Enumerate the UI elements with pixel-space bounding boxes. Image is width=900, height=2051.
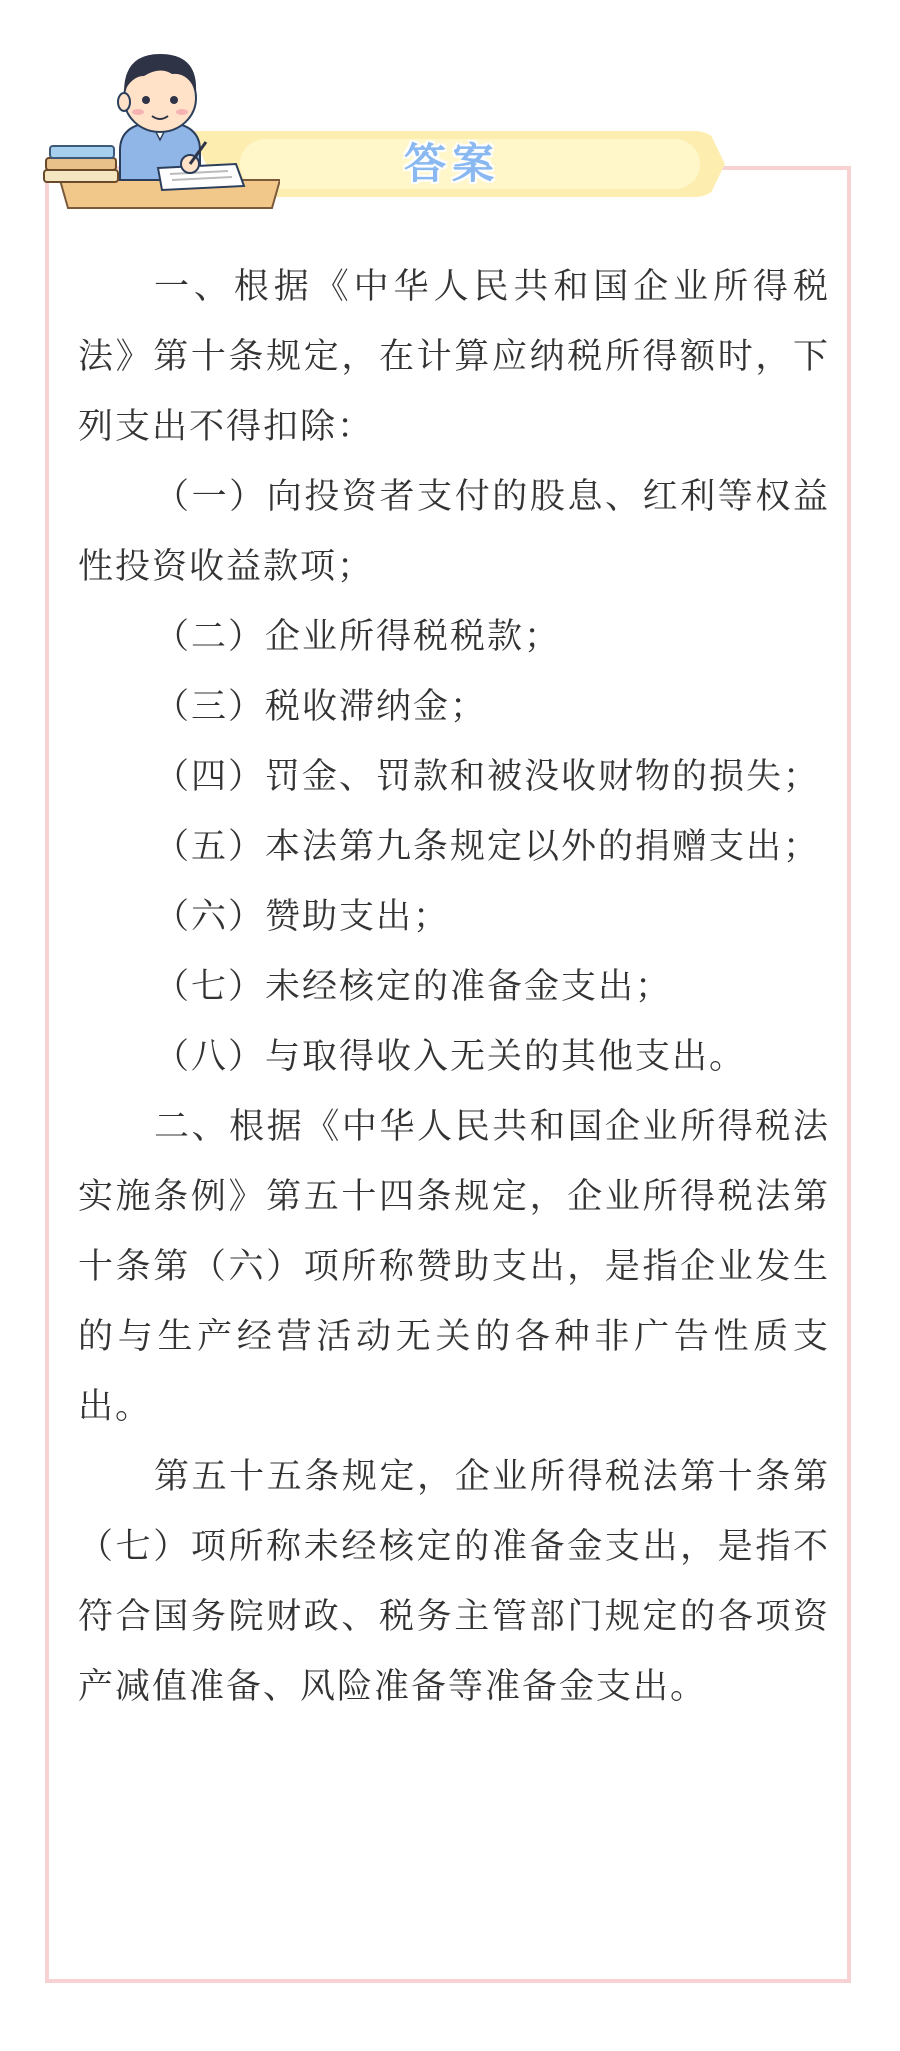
list-item: （八）与取得收入无关的其他支出。 bbox=[154, 1037, 747, 1077]
paragraph-regulation-55: 第五十五条规定，企业所得税法第十条第（七）项所称未经核定的准备金支出，是指不符合国务院财政、税务主管部门规定的各项资产减值准备、风险准备等准备金支出。 bbox=[78, 1457, 830, 1707]
list-item: （四）罚金、罚款和被没收财物的损失； bbox=[154, 757, 821, 797]
list-item: （二）企业所得税税款； bbox=[154, 617, 562, 657]
paragraph-intro: 一、根据《中华人民共和国企业所得税法》第十条规定，在计算应纳税所得额时，下列支出不得扣除： bbox=[78, 267, 830, 447]
list-item: （三）税收滞纳金； bbox=[154, 687, 488, 727]
article-body bbox=[78, 252, 830, 1722]
list-item: （一）向投资者支付的股息、红利等权益性投资收益款项； bbox=[78, 477, 830, 587]
police-officer-mascot-icon bbox=[40, 30, 280, 210]
list-item: （五）本法第九条规定以外的捐赠支出； bbox=[154, 827, 821, 867]
list-item: （六）赞助支出； bbox=[154, 897, 451, 937]
paragraph-regulation-54: 二、根据《中华人民共和国企业所得税法实施条例》第五十四条规定，企业所得税法第十条第（六）项所称赞助支出，是指企业发生的与生产经营活动无关的各种非广告性质支出。 bbox=[78, 1107, 830, 1427]
section-title: 答案 bbox=[403, 139, 500, 188]
list-item: （七）未经核定的准备金支出； bbox=[154, 967, 673, 1007]
